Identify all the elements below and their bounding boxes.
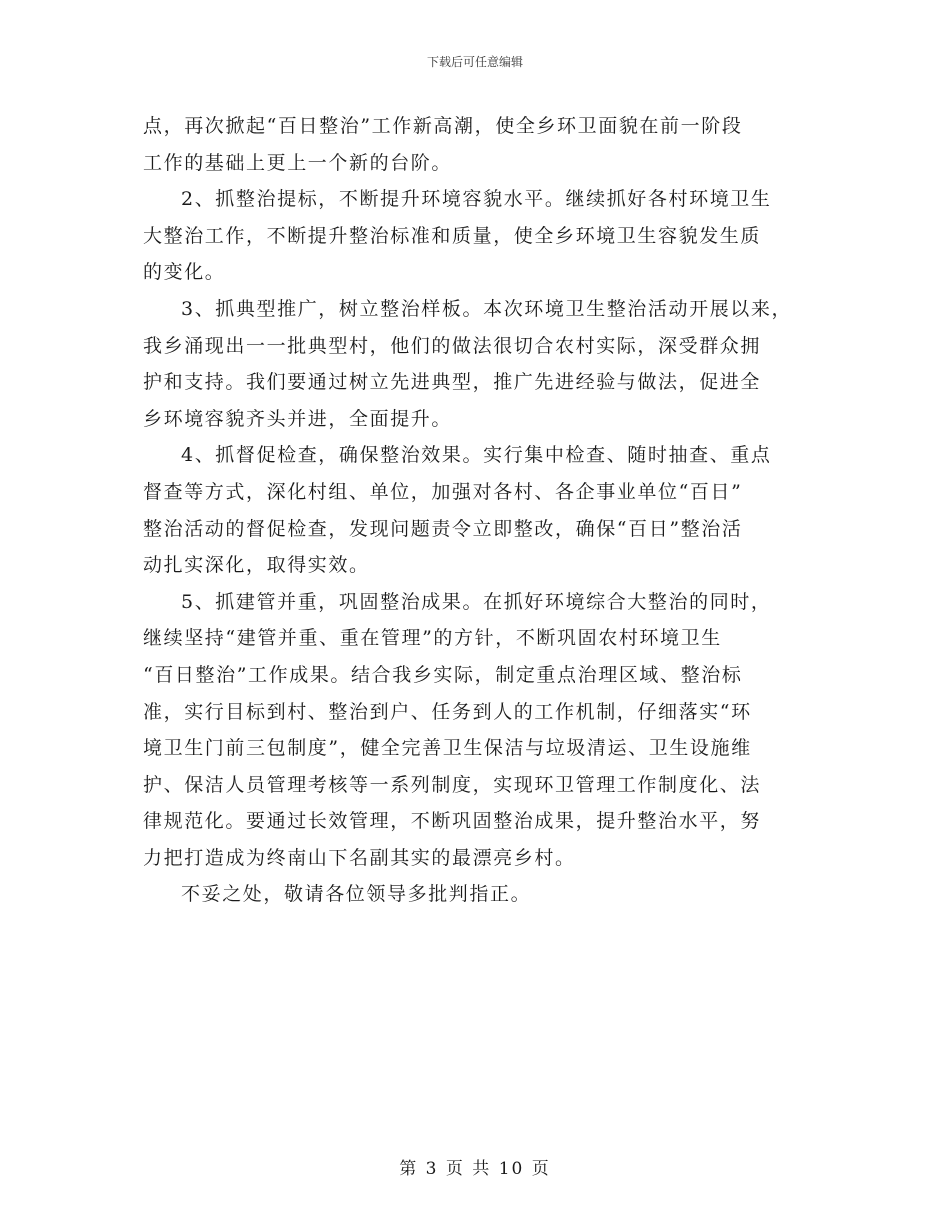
text-line: 律规范化。要通过长效管理，不断巩固整治成果，提升整治水平，努 xyxy=(143,810,762,833)
text-line: 大整治工作，不断提升整治标准和质量，使全乡环境卫生容貌发生质 xyxy=(143,224,762,247)
text-line: 2、抓整治提标，不断提升环境容貌水平。继续抓好各村环境卫生 xyxy=(181,188,772,211)
paragraph-item-3 xyxy=(143,291,833,437)
text-line: 护、保洁人员管理考核等一系列制度，实现环卫管理工作制度化、法 xyxy=(143,773,762,796)
text-line: 督查等方式，深化村组、单位，加强对各村、各企事业单位“百日” xyxy=(143,480,743,503)
text-line: 的变化。 xyxy=(143,261,226,284)
paragraph-closing xyxy=(143,876,833,913)
text-line: 我乡涌现出一一批典型村，他们的做法很切合农村实际，深受群众拥 xyxy=(143,334,762,357)
text-line: 力把打造成为终南山下名副其实的最漂亮乡村。 xyxy=(143,846,576,869)
text-line: 境卫生门前三包制度”，健全完善卫生保洁与垃圾清运、卫生设施维 xyxy=(143,737,752,760)
text-line: 护和支持。我们要通过树立先进典型，推广先进经验与做法，促进全 xyxy=(143,371,762,394)
text-line: 4、抓督促检查，确保整治效果。实行集中检查、随时抽查、重点 xyxy=(181,444,772,467)
text-line: 整治活动的督促检查，发现问题责令立即整改，确保“百日”整治活 xyxy=(143,517,743,540)
page-header: 下载后可任意编辑 xyxy=(426,55,523,69)
text-line: 工作的基础上更上一个新的台阶。 xyxy=(143,151,453,174)
paragraph-item-5 xyxy=(143,584,833,877)
document-body xyxy=(143,108,833,913)
page-number-footer: 第 3 页 共 10 页 xyxy=(399,1159,551,1179)
text-line: 点，再次掀起“百日整治”工作新高潮，使全乡环卫面貌在前一阶段 xyxy=(143,115,743,137)
paragraph-item-4 xyxy=(143,437,833,583)
text-line: 5、抓建管并重，巩固整治成果。在抓好环境综合大整治的同时， xyxy=(181,590,772,613)
text-line: 不妥之处，敬请各位领导多批判指正。 xyxy=(181,883,532,906)
text-line: 3、抓典型推广，树立整治样板。本次环境卫生整治活动开展以来， xyxy=(181,297,793,320)
text-line: 乡环境容貌齐头并进，全面提升。 xyxy=(143,407,453,430)
text-line: 动扎实深化，取得实效。 xyxy=(143,554,370,577)
paragraph-continuation xyxy=(143,108,833,181)
text-line: 准，实行目标到村、整治到户、任务到人的工作机制，仔细落实“环 xyxy=(143,700,752,723)
paragraph-item-2 xyxy=(143,181,833,291)
text-line: “百日整治”工作成果。结合我乡实际，制定重点治理区域、整治标 xyxy=(143,663,743,686)
text-line: 继续坚持“建管并重、重在管理”的方针，不断巩固农村环境卫生 xyxy=(143,627,722,650)
